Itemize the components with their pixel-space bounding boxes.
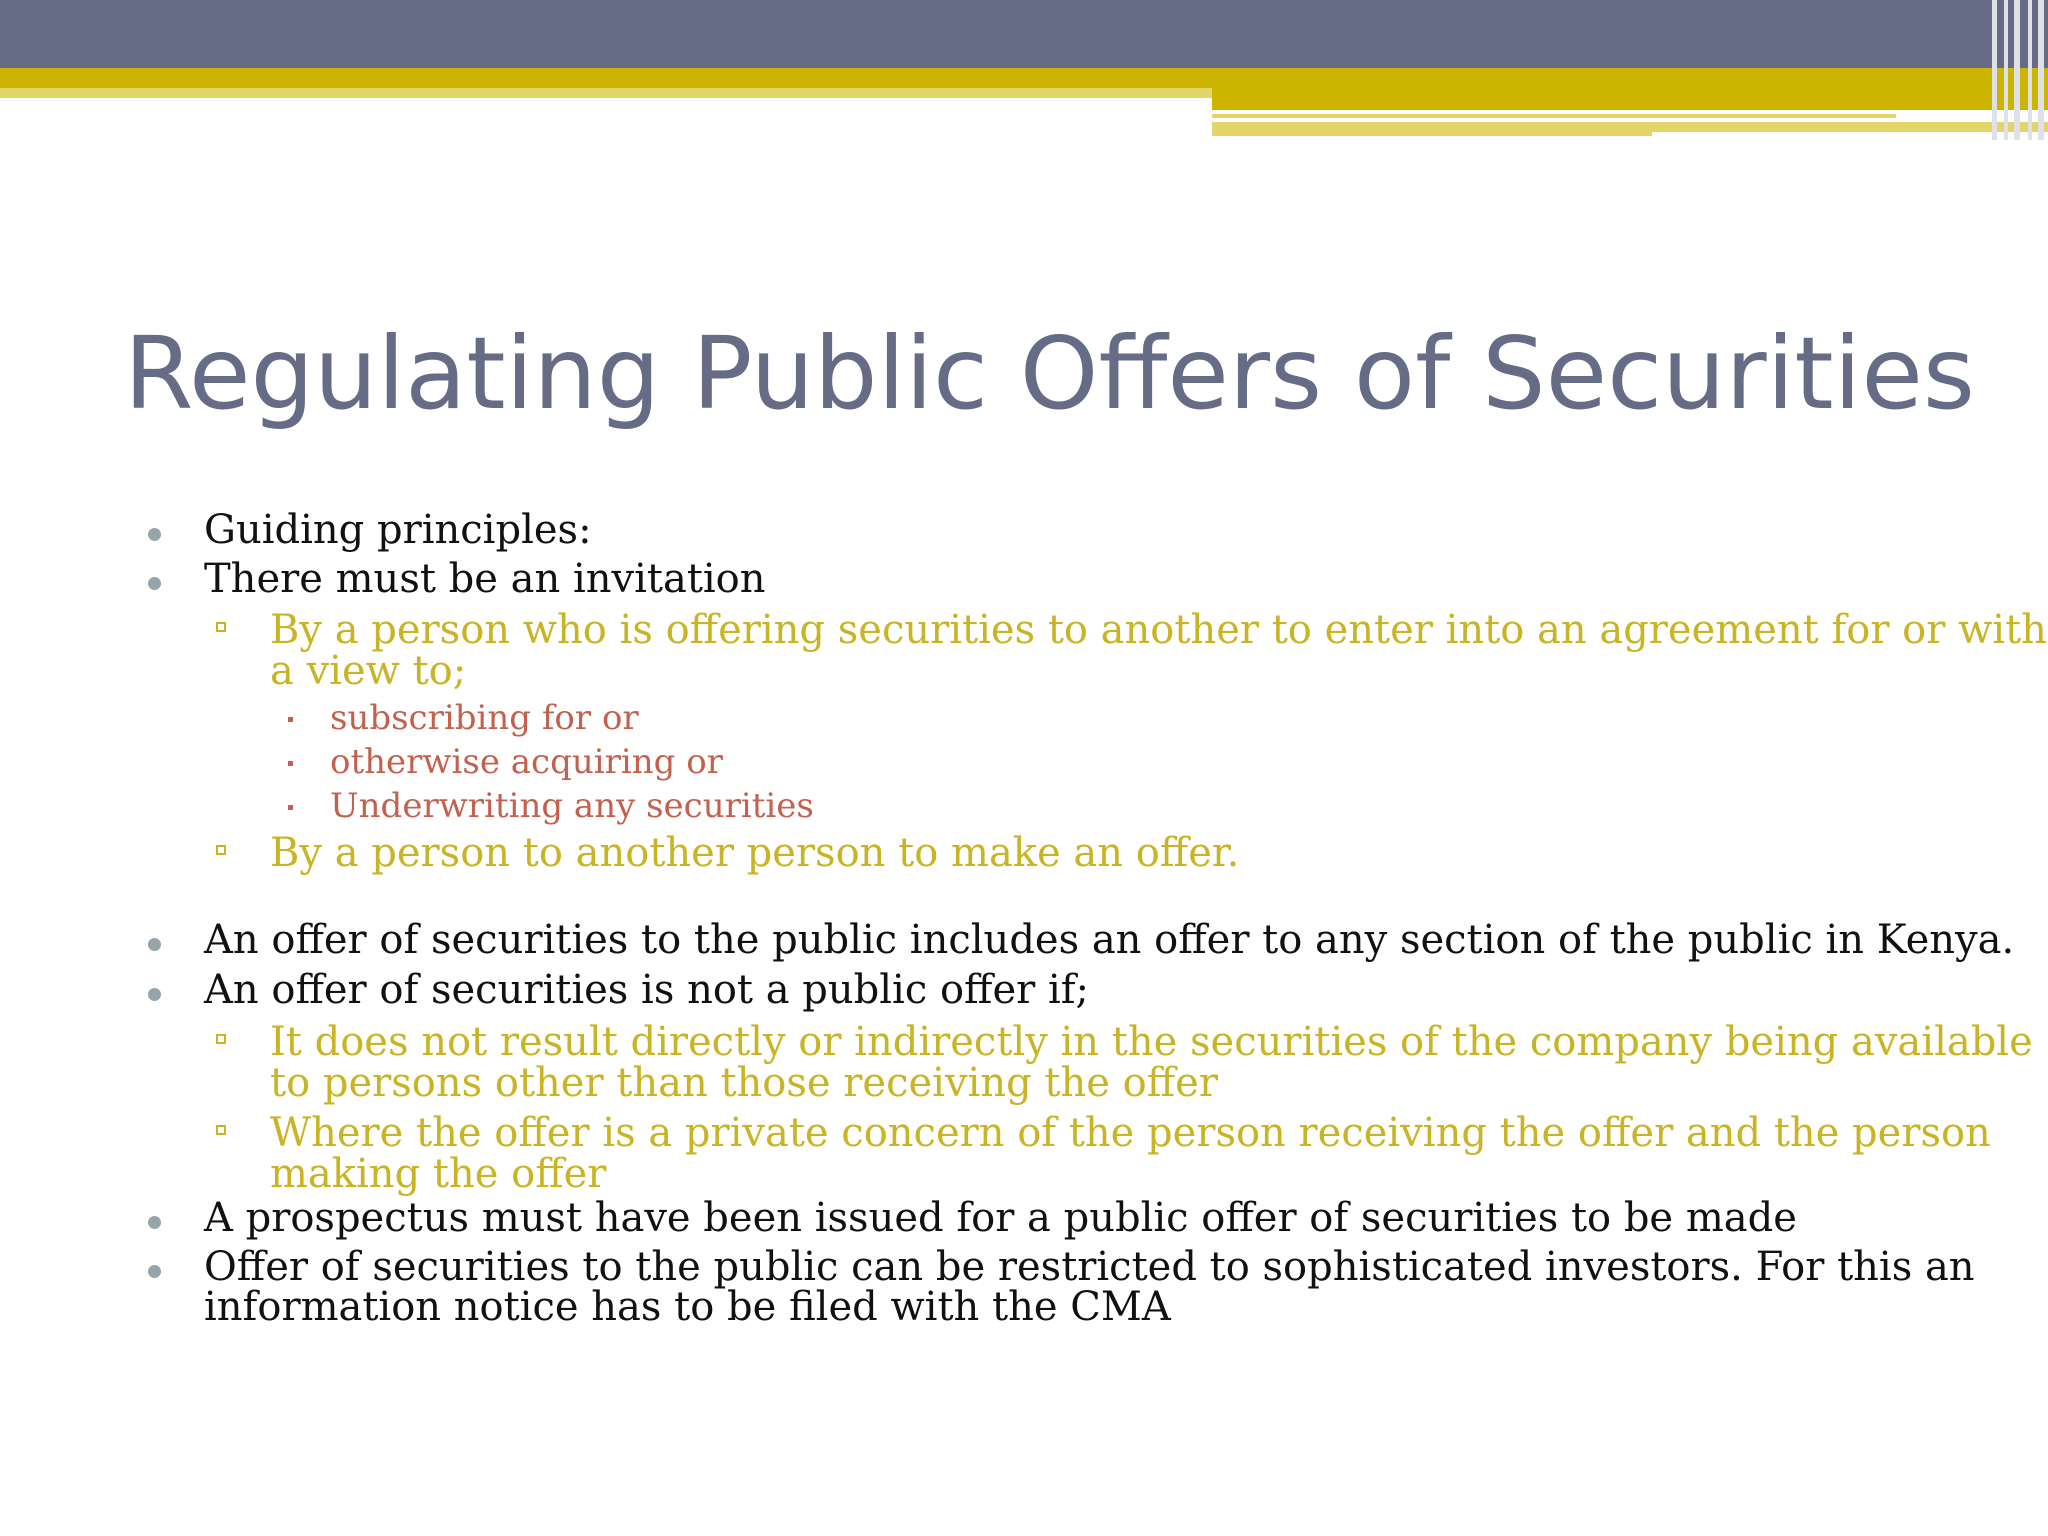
list-item: It does not result directly or indirectly in the securities of the company being available: [270, 1019, 2033, 1065]
top-band: [0, 0, 2048, 68]
list-item: By a person who is offering securities to another to enter into an agreement for or with: [270, 607, 2047, 653]
bullet-dot: [148, 577, 161, 590]
bullet-small: [288, 761, 293, 766]
bullet-square: [216, 622, 226, 632]
bullet-square: [216, 845, 226, 855]
list-item: Guiding principles:: [204, 507, 592, 553]
bullet-square: [216, 1125, 226, 1135]
gold-stripe-right: [1212, 88, 2048, 110]
bullet-dot: [148, 528, 161, 541]
bullet-dot: [148, 1265, 161, 1278]
slide-title: Regulating Public Offers of Securities: [124, 315, 1975, 432]
list-item: Offer of securities to the public can be restricted to sophisticated investors. For this an: [204, 1244, 1975, 1290]
list-item: There must be an invitation: [204, 556, 766, 602]
list-item-continued: to persons other than those receiving the offer: [270, 1060, 1218, 1106]
bullet-dot: [148, 988, 161, 1001]
list-item: A prospectus must have been issued for a public offer of securities to be made: [204, 1195, 1797, 1241]
list-item: Where the offer is a private concern of the person receiving the offer and the person: [270, 1110, 1991, 1156]
list-item-continued: information notice has to be filed with the CMA: [204, 1284, 1171, 1330]
list-item: An offer of securities to the public includes an offer to any section of the public in Kenya.: [204, 917, 2015, 963]
bullet-small: [288, 805, 293, 810]
list-item: By a person to another person to make an offer.: [270, 830, 1240, 876]
gold-stripe: [0, 68, 2048, 88]
bullet-dot: [148, 1216, 161, 1229]
list-item: otherwise acquiring or: [330, 742, 723, 782]
bullet-small: [288, 717, 293, 722]
list-item-continued: a view to;: [270, 648, 467, 694]
list-item-continued: making the offer: [270, 1151, 607, 1197]
list-item: subscribing for or: [330, 698, 639, 738]
corner-stripes: [1986, 0, 2048, 140]
gold-light-stripe-right: [1212, 114, 1896, 118]
bullet-dot: [148, 938, 161, 951]
list-item: An offer of securities is not a public offer if;: [204, 967, 1090, 1013]
gold-light-stripe-left: [0, 88, 1212, 98]
list-item: Underwriting any securities: [330, 786, 814, 826]
bullet-square: [216, 1034, 226, 1044]
